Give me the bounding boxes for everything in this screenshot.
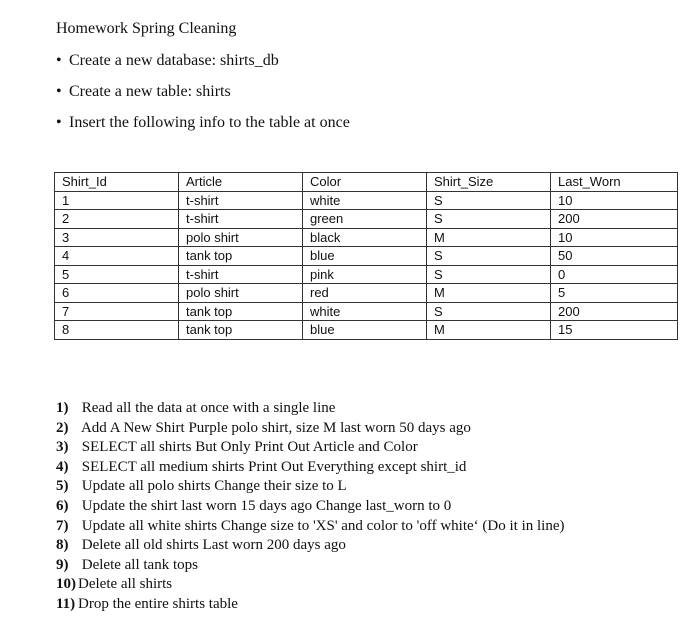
table-cell: 6 — [55, 284, 179, 303]
table-cell: 8 — [55, 321, 179, 340]
task-number: 6) — [56, 497, 69, 514]
table-cell: 200 — [551, 302, 678, 321]
task-number: 5) — [56, 478, 69, 495]
task-number: 2) — [56, 419, 69, 436]
table-cell: white — [303, 302, 427, 321]
task-item — [56, 458, 564, 478]
table-cell: M — [427, 321, 551, 340]
task-number: 4) — [56, 458, 69, 475]
task-text: SELECT all shirts But Only Print Out Article and Color — [81, 439, 418, 456]
table-cell: tank top — [179, 247, 303, 266]
table-cell: 3 — [55, 228, 179, 247]
table-row — [55, 321, 678, 340]
document-title: Homework Spring Cleaning — [56, 20, 237, 37]
column-header: Last_Worn — [551, 173, 678, 192]
column-header: Article — [179, 173, 303, 192]
bullet-dot: • — [56, 114, 62, 131]
table-row — [55, 247, 678, 266]
table-cell: 0 — [551, 265, 678, 284]
table-cell: 10 — [551, 191, 678, 210]
task-text: Delete all tank tops — [81, 556, 198, 573]
table-cell: polo shirt — [179, 228, 303, 247]
table-header-row — [55, 173, 678, 192]
table-cell: black — [303, 228, 427, 247]
table-row — [55, 210, 678, 229]
table-cell: 200 — [551, 210, 678, 229]
task-text: Update the shirt last worn 15 days ago Change last_worn to 0 — [81, 497, 452, 514]
task-text: Drop the entire shirts table — [78, 595, 238, 612]
table-cell: M — [427, 228, 551, 247]
table-cell: 5 — [55, 265, 179, 284]
task-list — [56, 399, 564, 615]
table-row — [55, 265, 678, 284]
task-item — [56, 477, 564, 497]
shirts-data-table — [54, 172, 678, 340]
task-item — [56, 419, 564, 439]
setup-bullet-list — [56, 51, 350, 144]
table-row — [55, 191, 678, 210]
table-cell: 50 — [551, 247, 678, 266]
bullet-dot: • — [56, 83, 62, 100]
table-cell: 15 — [551, 321, 678, 340]
table-row — [55, 228, 678, 247]
table-cell: S — [427, 247, 551, 266]
task-text: Update all polo shirts Change their size to L — [81, 478, 347, 495]
task-text: Delete all old shirts Last worn 200 days ago — [81, 537, 346, 554]
table-cell: blue — [303, 247, 427, 266]
table-cell: S — [427, 210, 551, 229]
task-item — [56, 497, 564, 517]
task-item — [56, 438, 564, 458]
task-item — [56, 595, 564, 615]
task-text: Read all the data at once with a single line — [81, 400, 336, 416]
table-cell: S — [427, 265, 551, 284]
table-cell: t-shirt — [179, 210, 303, 229]
table-cell: 7 — [55, 302, 179, 321]
table-cell: S — [427, 191, 551, 210]
bullet-item — [56, 113, 350, 144]
bullet-item — [56, 82, 350, 113]
table-cell: blue — [303, 321, 427, 340]
table-cell: 5 — [551, 284, 678, 303]
bullet-text: Insert the following info to the table at once — [69, 114, 350, 131]
table-cell: 1 — [55, 191, 179, 210]
column-header: Shirt_Id — [55, 173, 179, 192]
column-header: Color — [303, 173, 427, 192]
task-number: 1) — [56, 400, 69, 416]
table-row — [55, 284, 678, 303]
table-cell: S — [427, 302, 551, 321]
table-cell: polo shirt — [179, 284, 303, 303]
table-cell: 4 — [55, 247, 179, 266]
table-cell: white — [303, 191, 427, 210]
table-cell: t-shirt — [179, 191, 303, 210]
table-cell: 2 — [55, 210, 179, 229]
task-text: Add A New Shirt Purple polo shirt, size M last worn 50 days ago — [80, 419, 471, 436]
column-header: Shirt_Size — [427, 173, 551, 192]
task-number: 10) — [56, 576, 76, 593]
bullet-text: Create a new table: shirts — [69, 83, 231, 100]
table-cell: 10 — [551, 228, 678, 247]
task-number: 9) — [56, 556, 69, 573]
task-item — [56, 536, 564, 556]
bullet-text: Create a new database: shirts_db — [69, 52, 279, 69]
task-text: SELECT all medium shirts Print Out Everything except shirt_id — [81, 458, 467, 475]
task-item — [56, 517, 564, 537]
task-text: Delete all shirts — [78, 576, 173, 593]
task-item — [56, 575, 564, 595]
table-cell: red — [303, 284, 427, 303]
task-number: 3) — [56, 439, 69, 456]
task-text: Update all white shirts Change size to 'XS' and color to 'off white‘ (Do it in line) — [81, 517, 565, 534]
table-row — [55, 302, 678, 321]
table-cell: pink — [303, 265, 427, 284]
task-item — [56, 556, 564, 576]
task-number: 11) — [56, 595, 76, 612]
task-number: 7) — [56, 517, 69, 534]
table-cell: M — [427, 284, 551, 303]
table-cell: t-shirt — [179, 265, 303, 284]
task-item — [56, 399, 564, 419]
bullet-dot: • — [56, 52, 62, 69]
table-cell: green — [303, 210, 427, 229]
table-cell: tank top — [179, 302, 303, 321]
table-cell: tank top — [179, 321, 303, 340]
bullet-item — [56, 51, 350, 82]
task-number: 8) — [56, 537, 69, 554]
